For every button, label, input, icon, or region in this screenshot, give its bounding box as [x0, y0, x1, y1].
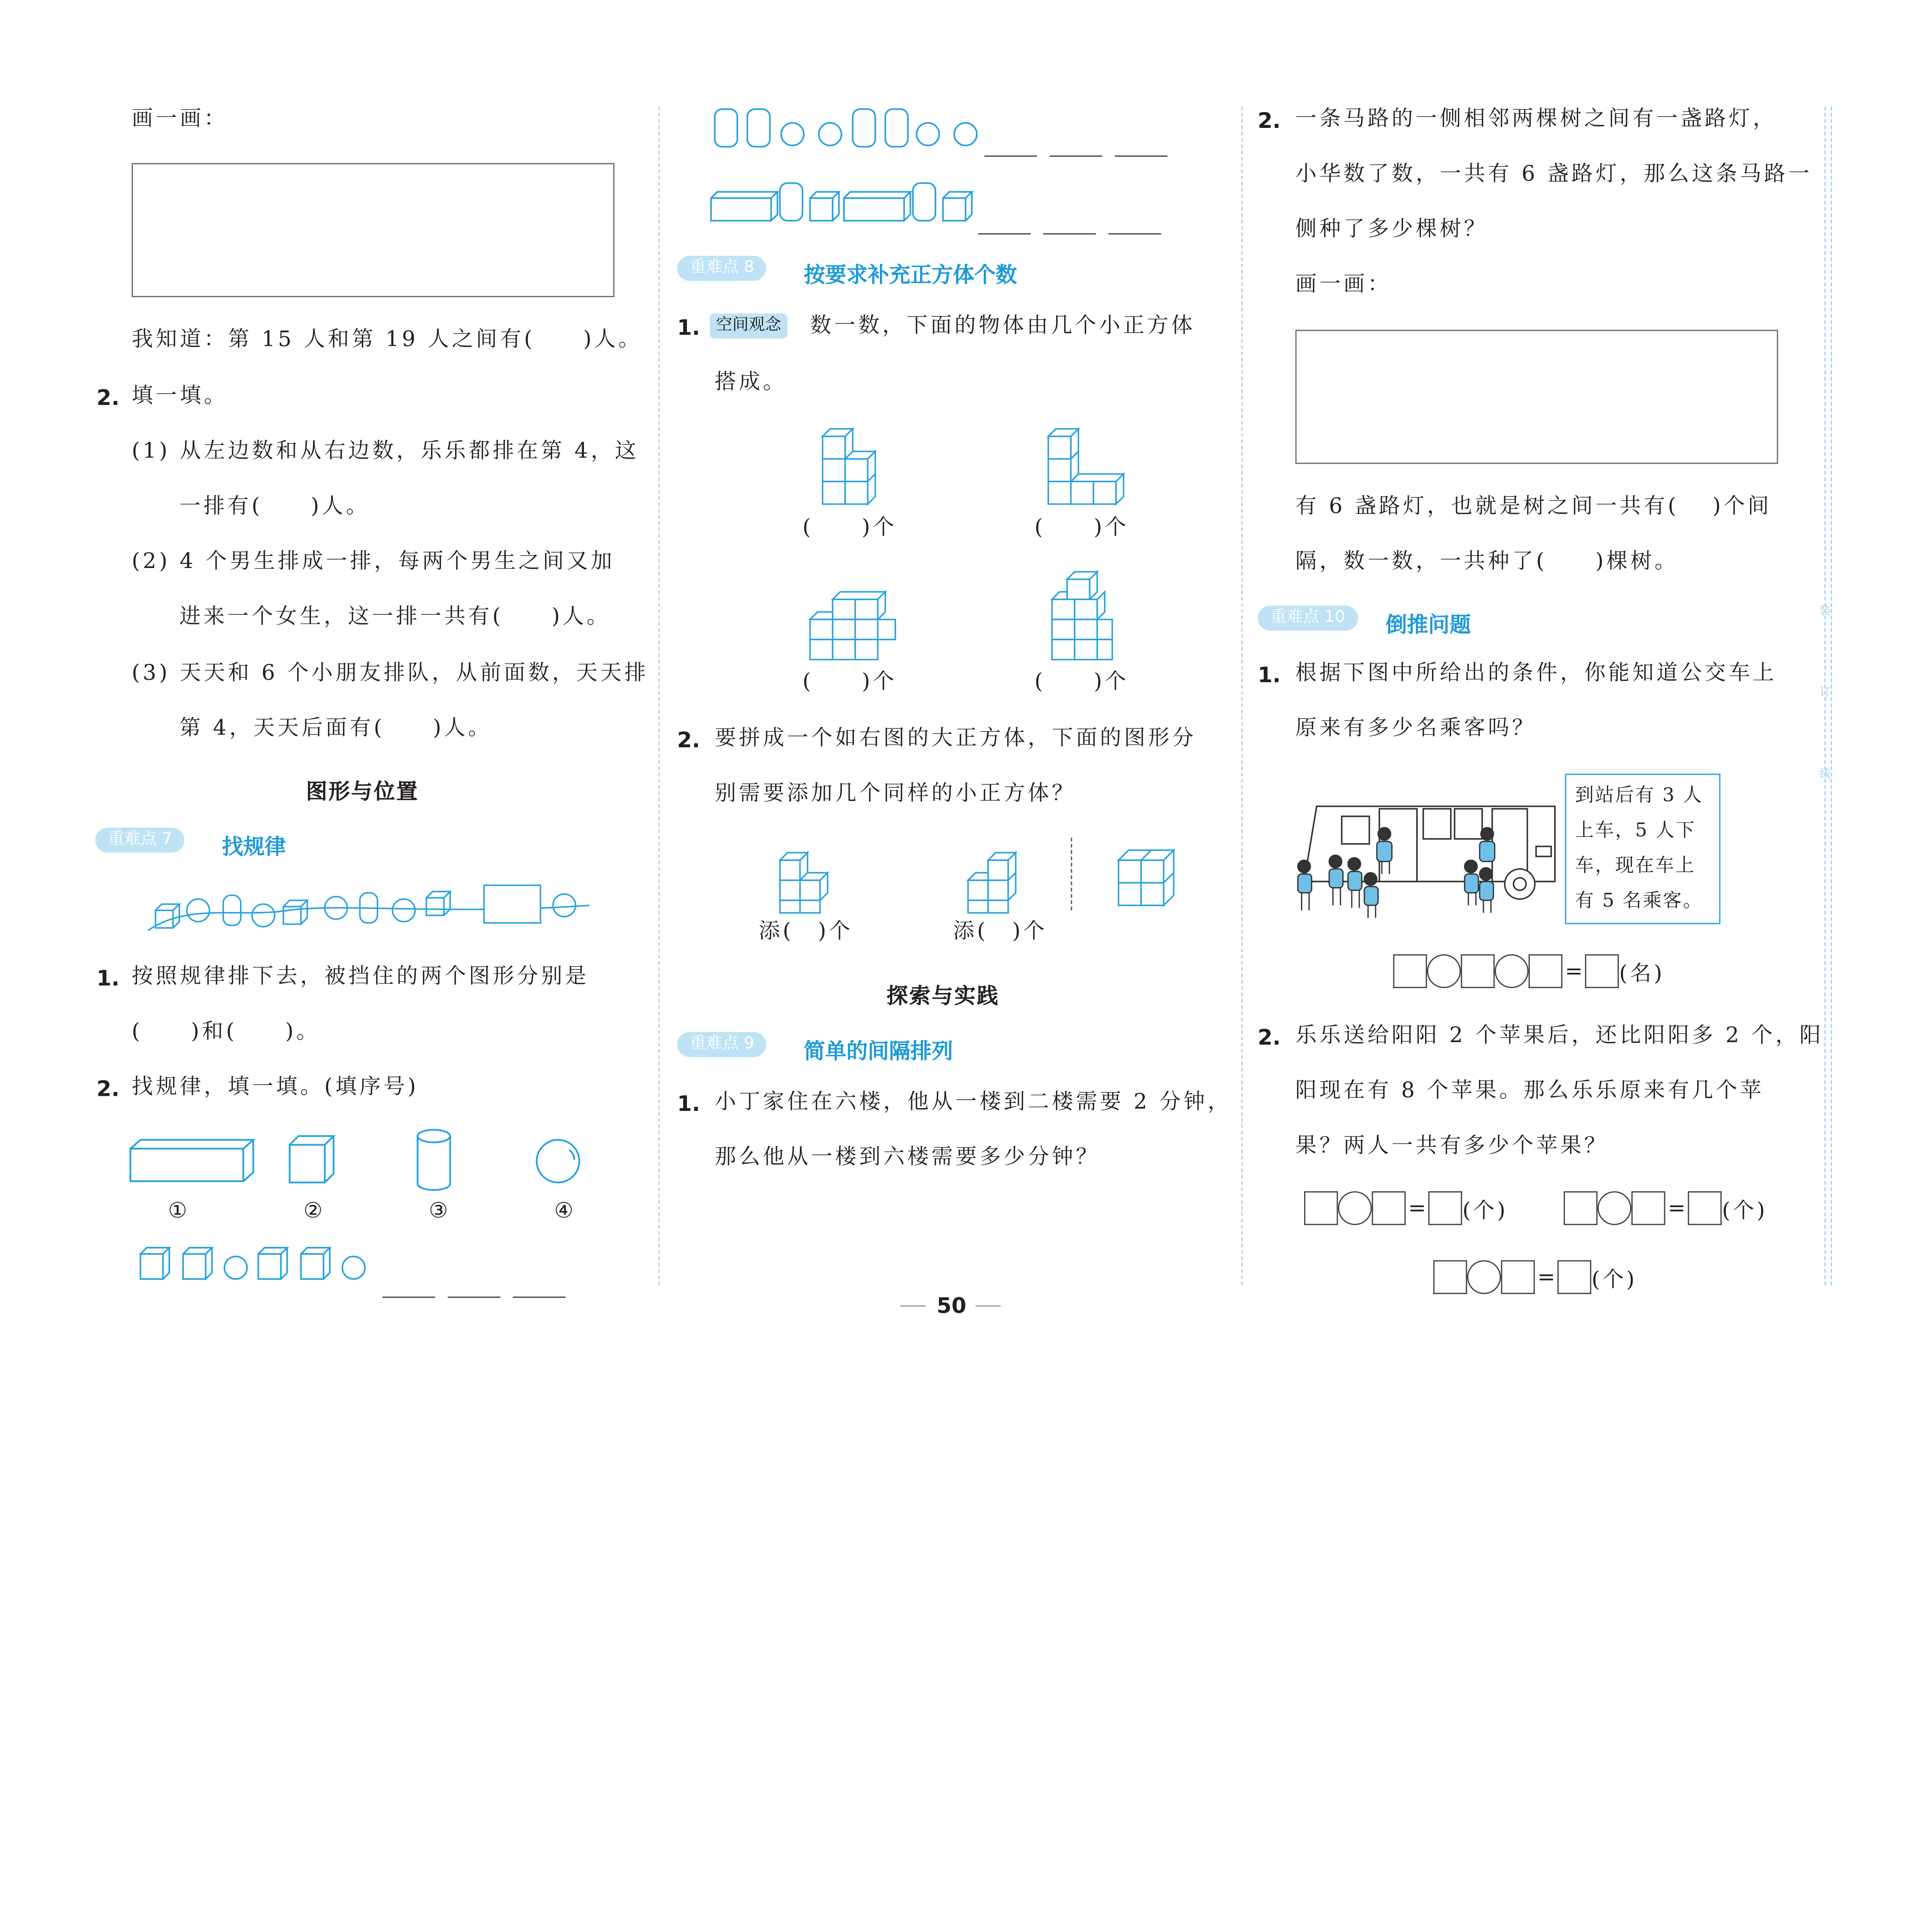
sub-question: (3) 天天和 6 个小朋友排队，从前面数，天天排 [131, 661, 649, 686]
cube-stack [775, 848, 845, 915]
count-label: ( )个 [802, 669, 897, 695]
page-number: 50 [937, 1294, 966, 1319]
question-number: 1. [677, 1092, 700, 1117]
answer-blanks[interactable] [978, 216, 1173, 240]
drawing-box[interactable] [1295, 330, 1778, 464]
key-point-badge: 重难点 7 [95, 828, 185, 853]
question-text: 数一数，下面的物体由几个小正方体 [810, 313, 1196, 339]
cube-stack [815, 421, 890, 509]
fill-text: 有 6 盏路灯，也就是树之间一共有( )个间 [1295, 494, 1772, 519]
margin-mark: 线 [1819, 769, 1834, 781]
key-point-title: 按要求补充正方体个数 [804, 263, 1017, 289]
answer-square[interactable] [1688, 1191, 1722, 1225]
column-divider [658, 107, 660, 1285]
section-title: 探索与实践 [886, 984, 1000, 1010]
equals-sign: = [1408, 1196, 1426, 1221]
answer-square[interactable] [1501, 1260, 1535, 1294]
equals-sign: = [1565, 958, 1583, 984]
question-number: 2. [1257, 1026, 1281, 1051]
cube-stack [1044, 567, 1120, 662]
cylinder-shape [416, 1129, 454, 1191]
add-label: 添( )个 [953, 919, 1048, 944]
draw-label: 画一画： [131, 106, 228, 132]
key-point-title: 找规律 [222, 835, 286, 861]
sub-question: (2) 4 个男生排成一排，每两个男生之间又加 [131, 549, 615, 575]
margin-mark: 装 [1819, 605, 1834, 618]
count-label: ( )个 [802, 515, 897, 541]
count-label: ( )个 [1034, 515, 1129, 541]
shape-sequence [712, 107, 988, 152]
answer-square[interactable] [1585, 954, 1619, 988]
separator-line [1071, 838, 1072, 910]
question-text: 那么他从一楼到六楼需要多少分钟？ [714, 1145, 1100, 1170]
shape-sequence [710, 180, 980, 226]
fill-text: 隔，数一数，一共种了( )棵树。 [1295, 549, 1679, 575]
question-text: 小华数了数，一共有 6 盏路灯，那么这条马路一 [1295, 162, 1813, 187]
question-text: 原来有多少名乘客吗？ [1295, 716, 1536, 741]
column-divider [1242, 107, 1243, 1285]
key-point-badge: 重难点 8 [677, 256, 767, 281]
draw-label: 画一画： [1295, 272, 1392, 298]
margin-mark: 订 [1819, 687, 1834, 700]
question-number: 2. [677, 728, 700, 754]
question-number: 1. [1257, 663, 1281, 689]
key-point-badge: 重难点 9 [677, 1032, 767, 1057]
question-text: 阳现在有 8 个苹果。那么乐乐原来有几个苹 [1295, 1078, 1764, 1104]
sub-question: 一排有( )人。 [179, 494, 370, 519]
pattern-chain [138, 878, 602, 940]
answer-square[interactable] [1433, 1260, 1467, 1294]
question-text: 根据下图中所给出的条件，你能知道公交车上 [1295, 661, 1777, 686]
answer-square[interactable] [1393, 954, 1427, 988]
cube-stack [1041, 421, 1129, 509]
sphere-shape [534, 1137, 584, 1187]
answer-square[interactable] [1372, 1191, 1406, 1225]
answer-square[interactable] [1564, 1191, 1598, 1225]
question-text: 填一填。 [131, 384, 228, 409]
shape-label: ① [168, 1199, 190, 1224]
sub-question: 进来一个女生，这一排一共有( )人。 [179, 604, 611, 630]
answer-equation[interactable] [1304, 1191, 1508, 1225]
question-text: 搭成。 [714, 370, 787, 395]
bus-note-line: 有 5 名乘客。 [1575, 889, 1703, 912]
cube-stack [803, 572, 903, 662]
operator-circle[interactable] [1338, 1191, 1372, 1225]
equals-sign: = [1537, 1264, 1555, 1290]
cube-shape [288, 1135, 336, 1185]
answer-square[interactable] [1631, 1191, 1665, 1225]
question-text: 找规律，填一填。(填序号) [131, 1075, 419, 1100]
key-point-title: 倒推问题 [1385, 613, 1471, 638]
question-text: 按照规律排下去，被挡住的两个图形分别是 [131, 964, 589, 990]
equals-sign: = [1668, 1196, 1686, 1221]
shape-label: ③ [429, 1199, 451, 1224]
shape-label: ④ [554, 1199, 577, 1224]
key-point-title: 简单的间隔排列 [804, 1039, 953, 1065]
answer-equation[interactable] [1433, 1260, 1637, 1294]
cuboid-shape [129, 1139, 255, 1184]
sub-question: 第 4，天天后面有( )人。 [179, 716, 492, 741]
question-number: 1. [677, 316, 700, 341]
answer-blanks[interactable] [383, 1279, 578, 1303]
bus-illustration [1292, 796, 1561, 953]
bus-note-line: 到站后有 3 人 [1575, 784, 1703, 806]
answer-square[interactable] [1558, 1260, 1592, 1294]
answer-equation[interactable] [1393, 954, 1665, 988]
question-number: 2. [96, 1077, 120, 1102]
operator-circle[interactable] [1467, 1260, 1501, 1294]
answer-square[interactable] [1461, 954, 1495, 988]
answer-square[interactable] [1429, 1191, 1463, 1225]
unit-label: (个) [1722, 1199, 1768, 1224]
question-number: 1. [96, 967, 120, 992]
question-text: 果？两人一共有多少个苹果？ [1295, 1133, 1609, 1159]
know-text: 我知道：第 15 人和第 19 人之间有( )人。 [131, 327, 643, 352]
unit-label: (名) [1619, 962, 1665, 987]
shape-sequence [138, 1247, 389, 1284]
answer-blanks[interactable] [984, 138, 1180, 162]
question-number: 2. [96, 386, 120, 412]
unit-label: (个) [1462, 1199, 1508, 1224]
page-number-rule [976, 1305, 1001, 1306]
shape-label: ② [303, 1199, 325, 1224]
page-number-rule [900, 1305, 925, 1306]
question-number: 2. [1257, 109, 1281, 134]
unit-label: (个) [1591, 1267, 1637, 1293]
question-text: 侧种了多少棵树？ [1295, 217, 1488, 242]
question-text: 乐乐送给阳阳 2 个苹果后，还比阳阳多 2 个，阳 [1295, 1023, 1824, 1048]
skill-tag: 空间观念 [710, 313, 787, 338]
answer-square[interactable] [1529, 954, 1563, 988]
key-point-badge: 重难点 10 [1258, 605, 1358, 631]
count-label: ( )个 [1034, 669, 1129, 695]
question-text: 一条马路的一侧相邻两棵树之间有一盏路灯， [1295, 106, 1777, 132]
answer-square[interactable] [1304, 1191, 1338, 1225]
drawing-box[interactable] [132, 163, 614, 297]
answer-equation[interactable] [1564, 1191, 1767, 1225]
bus-note-line: 上车，5 人下 [1575, 819, 1696, 842]
question-text: 别需要添加几个同样的小正方体？ [714, 781, 1076, 806]
question-text: ( )和( )。 [131, 1019, 321, 1045]
operator-circle[interactable] [1427, 954, 1461, 988]
section-title: 图形与位置 [306, 780, 419, 805]
question-text: 小丁家住在六楼，他从一楼到二楼需要 2 分钟， [714, 1090, 1232, 1115]
operator-circle[interactable] [1495, 954, 1529, 988]
question-text: 要拼成一个如右图的大正方体，下面的图形分 [714, 726, 1196, 751]
sub-question: (1) 从左边数和从右边数，乐乐都排在第 4，这 [131, 439, 639, 464]
add-label: 添( )个 [759, 919, 853, 944]
operator-circle[interactable] [1597, 1191, 1631, 1225]
big-cube [1116, 848, 1179, 910]
bus-note-line: 车，现在车上 [1575, 854, 1696, 877]
cube-stack [963, 848, 1033, 915]
